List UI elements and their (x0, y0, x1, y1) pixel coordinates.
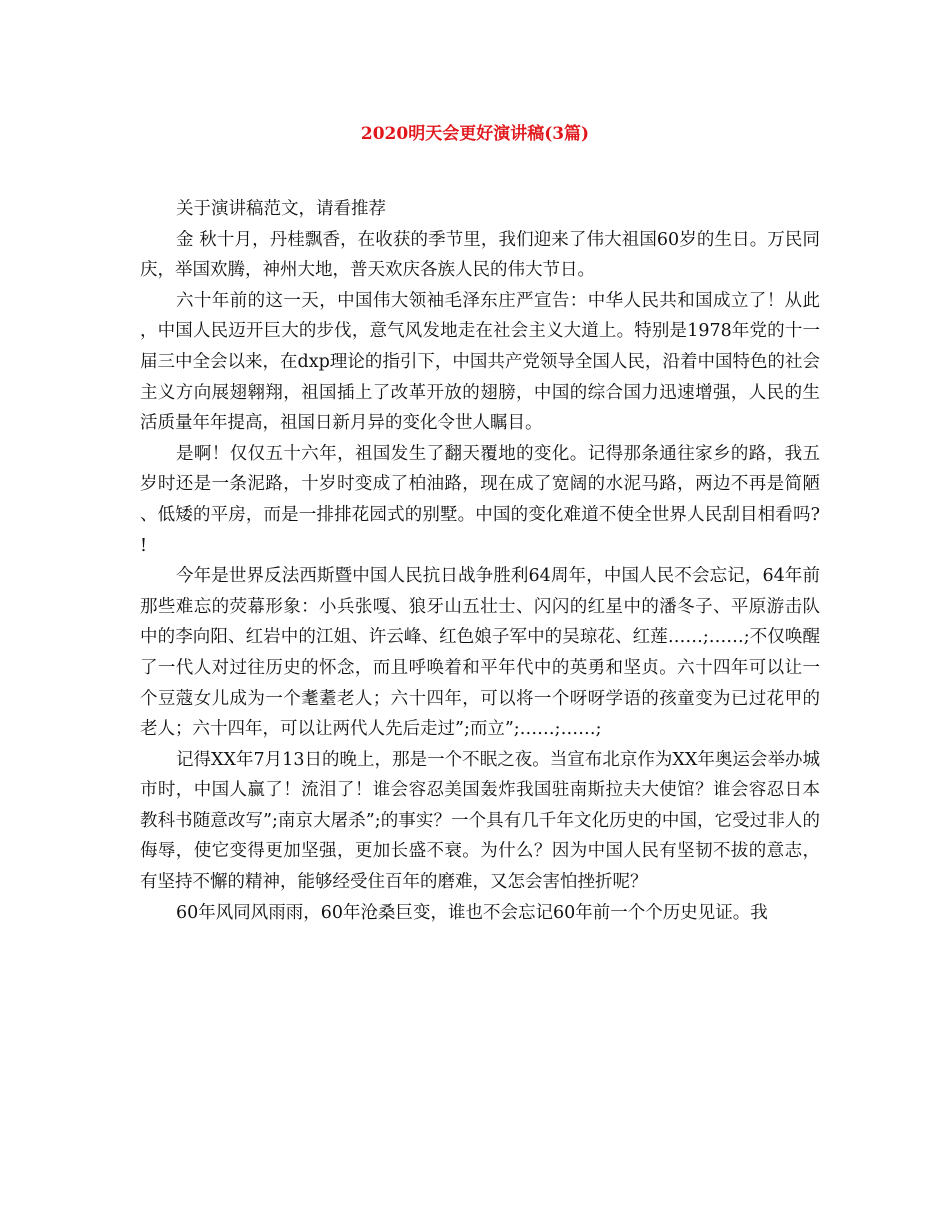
paragraph-4: 是啊！仅仅五十六年，祖国发生了翻天覆地的变化。记得那条通往家乡的路，我五岁时还是一条泥路，十岁时变成了柏油路，现在成了宽阔的水泥马路，两边不再是简陋、低矮的平房，而是一排排花园式的别墅。中国的变化难道不使全世界人民刮目相看吗?! (140, 443, 820, 556)
paragraph-7: 60年风同风雨雨，60年沧桑巨变，谁也不会忘记60年前一个个历史见证。我 (176, 902, 768, 923)
paragraph-6: 记得XX年7月13日的晚上，那是一个不眠之夜。当宣布北京作为XX年奥运会举办城市时，中国人赢了！流泪了！谁会容忍美国轰炸我国驻南斯拉夫大使馆？谁会容忍日本教科书随意改写”;南京大屠杀”;的事实？一个具有几千年文化历史的中国，它受过非人的侮辱，使它变得更加坚强，更加长盛不衰。为什么？因为中国人民有坚韧不拔的意志，有坚持不懈的精神，能够经受住百年的磨难，又怎会害怕挫折呢？ (140, 749, 820, 893)
paragraph-1: 关于演讲稿范文，请看推荐 (176, 199, 386, 219)
paragraph-3: 六十年前的这一天，中国伟大领袖毛泽东庄严宣告：中华人民共和国成立了！从此，中国人民迈开巨大的步伐，意气风发地走在社会主义大道上。特别是1978年党的十一届三中全会以来，在dxp理论的指引下，中国共产党领导全国人民，沿着中国特色的社会主义方向展翅翱翔，祖国插上了改革开放的翅膀，中国的综合国力迅速增强，人民的生活质量年年提高，祖国日新月异的变化令世人瞩目。 (140, 290, 820, 434)
paragraph-2: 金 秋十月，丹桂飘香，在收获的季节里，我们迎来了伟大祖国60岁的生日。万民同庆，举国欢腾，神州大地，普天欢庆各族人民的伟大节日。 (140, 229, 820, 281)
document-body (140, 194, 820, 928)
paragraph-5: 今年是世界反法西斯暨中国人民抗日战争胜利64周年，中国人民不会忘记，64年前那些难忘的荧幕形象：小兵张嘎、狼牙山五壮士、闪闪的红星中的潘冬子、平原游击队中的李向阳、红岩中的江姐、许云峰、红色娘子军中的吴琼花、红莲……;……;不仅唤醒了一代人对过往历史的怀念，而且呼唤着和平年代中的英勇和坚贞。六十四年可以让一个豆蔻女儿成为一个耄耋老人；六十四年，可以将一个呀呀学语的孩童变为已过花甲的老人；六十四年，可以让两代人先后走过”;而立”;……;……; (140, 566, 820, 740)
document-title: 2020明天会更好演讲稿(3篇) (360, 124, 590, 144)
